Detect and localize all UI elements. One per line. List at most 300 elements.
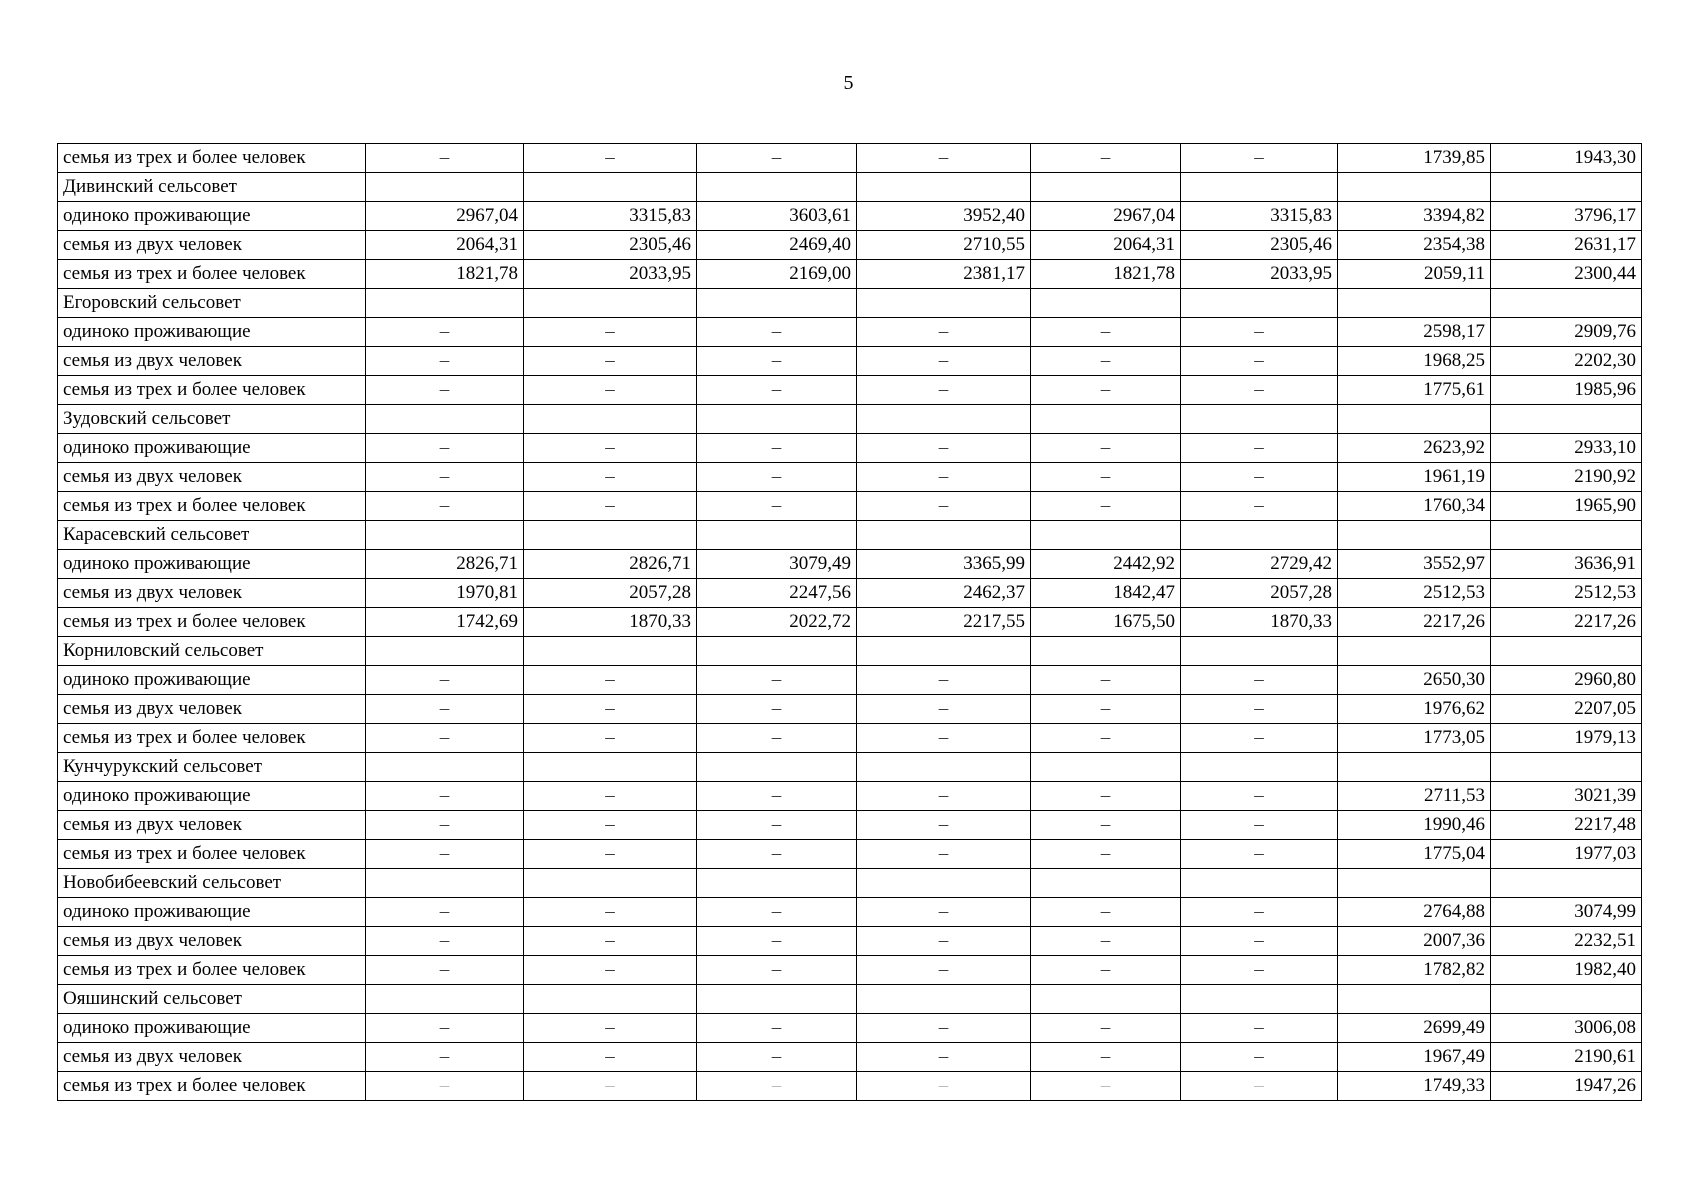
- table-cell: –: [697, 144, 857, 173]
- table-cell: –: [1181, 318, 1338, 347]
- table-cell: –: [1181, 956, 1338, 985]
- table-row: [58, 840, 1642, 869]
- table-cell: 3636,91: [1491, 550, 1642, 579]
- table-cell: –: [857, 811, 1031, 840]
- table-row: [58, 869, 1642, 898]
- table-cell: 2650,30: [1338, 666, 1491, 695]
- table-row: [58, 376, 1642, 405]
- table-cell: 1970,81: [366, 579, 524, 608]
- table-row: [58, 666, 1642, 695]
- table-cell: 2300,44: [1491, 260, 1642, 289]
- table-cell: –: [697, 1072, 857, 1101]
- table-cell: [1491, 753, 1642, 782]
- table-cell: –: [1181, 144, 1338, 173]
- table-row: [58, 463, 1642, 492]
- row-label: одиноко проживающие: [58, 782, 366, 811]
- table-cell: [1491, 985, 1642, 1014]
- table-cell: –: [366, 318, 524, 347]
- table-row: [58, 782, 1642, 811]
- table-cell: –: [697, 782, 857, 811]
- table-cell: –: [524, 724, 697, 753]
- table-cell: 2022,72: [697, 608, 857, 637]
- table-cell: 2057,28: [524, 579, 697, 608]
- table-cell: 2933,10: [1491, 434, 1642, 463]
- table-cell: –: [524, 144, 697, 173]
- table-cell: 2033,95: [1181, 260, 1338, 289]
- table-cell: [1031, 869, 1181, 898]
- table-cell: –: [1031, 811, 1181, 840]
- table-cell: 1943,30: [1491, 144, 1642, 173]
- table-cell: –: [857, 1043, 1031, 1072]
- table-cell: –: [1031, 492, 1181, 521]
- table-cell: 1821,78: [366, 260, 524, 289]
- table-cell: 2217,26: [1338, 608, 1491, 637]
- table-cell: [366, 985, 524, 1014]
- table-cell: –: [697, 376, 857, 405]
- table-cell: [857, 521, 1031, 550]
- row-label: семья из двух человек: [58, 695, 366, 724]
- table-row: [58, 405, 1642, 434]
- row-label: одиноко проживающие: [58, 202, 366, 231]
- table-cell: –: [697, 434, 857, 463]
- table-cell: 2007,36: [1338, 927, 1491, 956]
- table-cell: –: [366, 376, 524, 405]
- row-label: семья из трех и более человек: [58, 144, 366, 173]
- table-cell: –: [857, 956, 1031, 985]
- table-cell: –: [366, 811, 524, 840]
- table-cell: –: [1181, 1072, 1338, 1101]
- table-cell: [1181, 753, 1338, 782]
- table-cell: 1968,25: [1338, 347, 1491, 376]
- table-cell: –: [857, 492, 1031, 521]
- table-cell: 2631,17: [1491, 231, 1642, 260]
- table-cell: [1338, 637, 1491, 666]
- table-cell: –: [857, 318, 1031, 347]
- table-row: [58, 579, 1642, 608]
- table-cell: 2967,04: [366, 202, 524, 231]
- table-cell: 3315,83: [1181, 202, 1338, 231]
- table-cell: [1181, 405, 1338, 434]
- table-cell: –: [857, 463, 1031, 492]
- table-cell: –: [366, 1014, 524, 1043]
- table-cell: –: [1031, 782, 1181, 811]
- table-cell: [1031, 405, 1181, 434]
- table-cell: –: [366, 434, 524, 463]
- table-cell: –: [366, 898, 524, 927]
- table-cell: [524, 289, 697, 318]
- table-row: [58, 347, 1642, 376]
- table-row: [58, 144, 1642, 173]
- table-cell: [1491, 521, 1642, 550]
- table-cell: 2960,80: [1491, 666, 1642, 695]
- table-cell: –: [1181, 724, 1338, 753]
- row-label: одиноко проживающие: [58, 434, 366, 463]
- table-cell: [366, 869, 524, 898]
- table-cell: –: [1031, 695, 1181, 724]
- table-cell: 2381,17: [857, 260, 1031, 289]
- table-row: [58, 202, 1642, 231]
- table-cell: 2442,92: [1031, 550, 1181, 579]
- table-cell: –: [697, 956, 857, 985]
- row-label: Корниловский сельсовет: [58, 637, 366, 666]
- table-cell: –: [697, 492, 857, 521]
- table-cell: [697, 753, 857, 782]
- table-cell: [1338, 521, 1491, 550]
- table-cell: [1491, 637, 1642, 666]
- table-cell: [1031, 753, 1181, 782]
- table-cell: –: [524, 492, 697, 521]
- table-cell: –: [697, 695, 857, 724]
- row-label: одиноко проживающие: [58, 666, 366, 695]
- table-cell: –: [857, 782, 1031, 811]
- table-cell: 3603,61: [697, 202, 857, 231]
- table-cell: –: [697, 666, 857, 695]
- table-cell: 3952,40: [857, 202, 1031, 231]
- table-cell: [1181, 173, 1338, 202]
- table-cell: 2598,17: [1338, 318, 1491, 347]
- table-cell: 2462,37: [857, 579, 1031, 608]
- table-cell: 2059,11: [1338, 260, 1491, 289]
- table-cell: –: [366, 840, 524, 869]
- table-cell: 2512,53: [1491, 579, 1642, 608]
- row-label: Дивинский сельсовет: [58, 173, 366, 202]
- table-cell: –: [1181, 666, 1338, 695]
- table-cell: 2057,28: [1181, 579, 1338, 608]
- table-cell: 1749,33: [1338, 1072, 1491, 1101]
- table-cell: 1976,62: [1338, 695, 1491, 724]
- table-cell: –: [697, 811, 857, 840]
- row-label: семья из трех и более человек: [58, 1072, 366, 1101]
- table-row: [58, 260, 1642, 289]
- table-row: [58, 289, 1642, 318]
- table-cell: 2764,88: [1338, 898, 1491, 927]
- table-cell: –: [524, 1014, 697, 1043]
- table-cell: 2305,46: [1181, 231, 1338, 260]
- table-cell: 3394,82: [1338, 202, 1491, 231]
- table-cell: 3006,08: [1491, 1014, 1642, 1043]
- row-label: семья из трех и более человек: [58, 608, 366, 637]
- table-cell: –: [366, 782, 524, 811]
- table-cell: [1181, 869, 1338, 898]
- row-label: семья из трех и более человек: [58, 260, 366, 289]
- table-cell: [697, 869, 857, 898]
- tariff-table: [57, 143, 1642, 1101]
- table-cell: –: [1181, 492, 1338, 521]
- table-cell: [1031, 173, 1181, 202]
- table-cell: [1181, 985, 1338, 1014]
- row-label: одиноко проживающие: [58, 550, 366, 579]
- row-label: Зудовский сельсовет: [58, 405, 366, 434]
- table-cell: –: [1031, 376, 1181, 405]
- table-cell: 2512,53: [1338, 579, 1491, 608]
- table-cell: 3365,99: [857, 550, 1031, 579]
- table-row: [58, 637, 1642, 666]
- table-cell: –: [366, 144, 524, 173]
- table-cell: –: [1031, 1072, 1181, 1101]
- table-cell: –: [524, 840, 697, 869]
- table-cell: [1338, 405, 1491, 434]
- table-cell: –: [366, 1072, 524, 1101]
- table-cell: [1338, 985, 1491, 1014]
- table-row: [58, 753, 1642, 782]
- table-cell: 2247,56: [697, 579, 857, 608]
- row-label: семья из трех и более человек: [58, 492, 366, 521]
- table-cell: –: [1181, 1043, 1338, 1072]
- row-label: семья из двух человек: [58, 927, 366, 956]
- table-cell: [857, 985, 1031, 1014]
- table-cell: 1947,26: [1491, 1072, 1642, 1101]
- row-label: Ояшинский сельсовет: [58, 985, 366, 1014]
- table-cell: 2826,71: [524, 550, 697, 579]
- table-row: [58, 434, 1642, 463]
- table-cell: [697, 173, 857, 202]
- table-cell: 1967,49: [1338, 1043, 1491, 1072]
- table-cell: –: [697, 1043, 857, 1072]
- table-cell: –: [857, 376, 1031, 405]
- row-label: Новобибеевский сельсовет: [58, 869, 366, 898]
- table-cell: 1775,61: [1338, 376, 1491, 405]
- table-cell: [857, 173, 1031, 202]
- table-cell: 3021,39: [1491, 782, 1642, 811]
- table-cell: –: [697, 347, 857, 376]
- table-cell: –: [1181, 347, 1338, 376]
- table-cell: –: [1031, 956, 1181, 985]
- table-cell: –: [1181, 376, 1338, 405]
- row-label: семья из двух человек: [58, 1043, 366, 1072]
- table-cell: [1181, 521, 1338, 550]
- table-cell: –: [524, 898, 697, 927]
- table-cell: –: [857, 724, 1031, 753]
- table-cell: 1760,34: [1338, 492, 1491, 521]
- table-cell: 3796,17: [1491, 202, 1642, 231]
- table-cell: [524, 173, 697, 202]
- table-row: [58, 724, 1642, 753]
- row-label: семья из трех и более человек: [58, 840, 366, 869]
- table-cell: [524, 869, 697, 898]
- table-cell: 2064,31: [366, 231, 524, 260]
- table-cell: –: [366, 347, 524, 376]
- table-cell: [366, 405, 524, 434]
- table-cell: 1961,19: [1338, 463, 1491, 492]
- table-row: [58, 231, 1642, 260]
- table-row: [58, 695, 1642, 724]
- table-cell: –: [857, 1072, 1031, 1101]
- table-cell: –: [697, 927, 857, 956]
- table-cell: [697, 637, 857, 666]
- row-label: семья из трех и более человек: [58, 724, 366, 753]
- table-cell: [366, 173, 524, 202]
- table-cell: –: [1031, 724, 1181, 753]
- table-cell: [1491, 173, 1642, 202]
- table-cell: [1338, 869, 1491, 898]
- table-cell: –: [366, 695, 524, 724]
- table-row: [58, 492, 1642, 521]
- table-cell: [1338, 753, 1491, 782]
- row-label: семья из двух человек: [58, 811, 366, 840]
- table-cell: –: [524, 666, 697, 695]
- table-cell: –: [1031, 318, 1181, 347]
- table-cell: –: [1031, 1014, 1181, 1043]
- table-cell: –: [1031, 144, 1181, 173]
- row-label: одиноко проживающие: [58, 1014, 366, 1043]
- table-cell: 3074,99: [1491, 898, 1642, 927]
- row-label: Карасевский сельсовет: [58, 521, 366, 550]
- table-cell: –: [1031, 434, 1181, 463]
- table-cell: [857, 289, 1031, 318]
- table-row: [58, 550, 1642, 579]
- table-cell: –: [524, 927, 697, 956]
- table-cell: –: [366, 724, 524, 753]
- table-cell: –: [366, 956, 524, 985]
- table-cell: [1491, 405, 1642, 434]
- table-cell: 2305,46: [524, 231, 697, 260]
- page-number: 5: [843, 72, 854, 94]
- table-row: [58, 521, 1642, 550]
- table-cell: –: [697, 318, 857, 347]
- row-label: одиноко проживающие: [58, 318, 366, 347]
- table-cell: 1782,82: [1338, 956, 1491, 985]
- table-cell: –: [857, 144, 1031, 173]
- table-cell: 2623,92: [1338, 434, 1491, 463]
- table-cell: 3552,97: [1338, 550, 1491, 579]
- table-cell: [697, 289, 857, 318]
- table-cell: –: [1031, 840, 1181, 869]
- table-cell: 2729,42: [1181, 550, 1338, 579]
- table-cell: 2033,95: [524, 260, 697, 289]
- table-cell: 2354,38: [1338, 231, 1491, 260]
- table-cell: [524, 985, 697, 1014]
- table-cell: –: [366, 492, 524, 521]
- table-cell: 1675,50: [1031, 608, 1181, 637]
- table-cell: –: [697, 724, 857, 753]
- row-label: семья из двух человек: [58, 579, 366, 608]
- table-cell: 2169,00: [697, 260, 857, 289]
- table-cell: [697, 985, 857, 1014]
- table-cell: 2202,30: [1491, 347, 1642, 376]
- table-cell: [366, 521, 524, 550]
- table-row: [58, 1072, 1642, 1101]
- table-cell: –: [1031, 1043, 1181, 1072]
- table-row: [58, 1014, 1642, 1043]
- table-cell: [1031, 637, 1181, 666]
- table-cell: [1031, 985, 1181, 1014]
- table-cell: –: [524, 811, 697, 840]
- table-cell: –: [524, 434, 697, 463]
- table-row: [58, 811, 1642, 840]
- table-cell: [857, 637, 1031, 666]
- table-cell: –: [1031, 347, 1181, 376]
- table-cell: –: [1181, 782, 1338, 811]
- table-cell: 2232,51: [1491, 927, 1642, 956]
- table-cell: [857, 869, 1031, 898]
- table-cell: –: [524, 347, 697, 376]
- table-row: [58, 608, 1642, 637]
- table-cell: [697, 521, 857, 550]
- table-cell: 2710,55: [857, 231, 1031, 260]
- table-cell: –: [1031, 898, 1181, 927]
- table-cell: [697, 405, 857, 434]
- table-cell: –: [857, 927, 1031, 956]
- table-cell: 1742,69: [366, 608, 524, 637]
- table-cell: –: [1031, 666, 1181, 695]
- table-cell: [1181, 289, 1338, 318]
- table-cell: –: [524, 376, 697, 405]
- table-cell: –: [366, 463, 524, 492]
- table-cell: –: [524, 463, 697, 492]
- table-cell: 3079,49: [697, 550, 857, 579]
- table-cell: 1979,13: [1491, 724, 1642, 753]
- table-row: [58, 956, 1642, 985]
- table-cell: [524, 637, 697, 666]
- table-cell: 3315,83: [524, 202, 697, 231]
- row-label: Егоровский сельсовет: [58, 289, 366, 318]
- table-cell: 1775,04: [1338, 840, 1491, 869]
- table-cell: –: [524, 956, 697, 985]
- table-cell: [366, 753, 524, 782]
- table-cell: 2190,92: [1491, 463, 1642, 492]
- table-row: [58, 985, 1642, 1014]
- table-cell: –: [1181, 927, 1338, 956]
- table-cell: 1870,33: [524, 608, 697, 637]
- table-cell: –: [524, 1043, 697, 1072]
- table-row: [58, 173, 1642, 202]
- table-cell: –: [366, 927, 524, 956]
- table-cell: –: [524, 318, 697, 347]
- row-label: семья из двух человек: [58, 463, 366, 492]
- table-cell: –: [857, 666, 1031, 695]
- table-cell: [524, 405, 697, 434]
- table-cell: [1338, 289, 1491, 318]
- table-cell: [1491, 869, 1642, 898]
- table-cell: 2909,76: [1491, 318, 1642, 347]
- row-label: семья из двух человек: [58, 231, 366, 260]
- table-row: [58, 898, 1642, 927]
- table-cell: –: [697, 840, 857, 869]
- table-cell: –: [524, 695, 697, 724]
- row-label: семья из трех и более человек: [58, 376, 366, 405]
- table-cell: [524, 521, 697, 550]
- table-cell: –: [857, 695, 1031, 724]
- table-cell: [524, 753, 697, 782]
- table-cell: [1181, 637, 1338, 666]
- table-cell: 2064,31: [1031, 231, 1181, 260]
- table-cell: [1031, 521, 1181, 550]
- table-cell: [857, 753, 1031, 782]
- table-cell: [857, 405, 1031, 434]
- table-cell: [1338, 173, 1491, 202]
- table-cell: –: [524, 782, 697, 811]
- table-row: [58, 927, 1642, 956]
- table-cell: –: [857, 347, 1031, 376]
- table-cell: –: [1181, 463, 1338, 492]
- table-cell: –: [1181, 811, 1338, 840]
- table-cell: 1821,78: [1031, 260, 1181, 289]
- table-cell: –: [1031, 463, 1181, 492]
- table-cell: 1842,47: [1031, 579, 1181, 608]
- table-cell: [366, 289, 524, 318]
- row-label: семья из двух человек: [58, 347, 366, 376]
- table-cell: –: [857, 898, 1031, 927]
- table-cell: 1990,46: [1338, 811, 1491, 840]
- table-cell: 1982,40: [1491, 956, 1642, 985]
- table-cell: –: [1181, 898, 1338, 927]
- table-cell: 2699,49: [1338, 1014, 1491, 1043]
- table-cell: 2826,71: [366, 550, 524, 579]
- table-cell: 2217,48: [1491, 811, 1642, 840]
- table-cell: [1031, 289, 1181, 318]
- table-cell: –: [697, 1014, 857, 1043]
- table-cell: –: [857, 840, 1031, 869]
